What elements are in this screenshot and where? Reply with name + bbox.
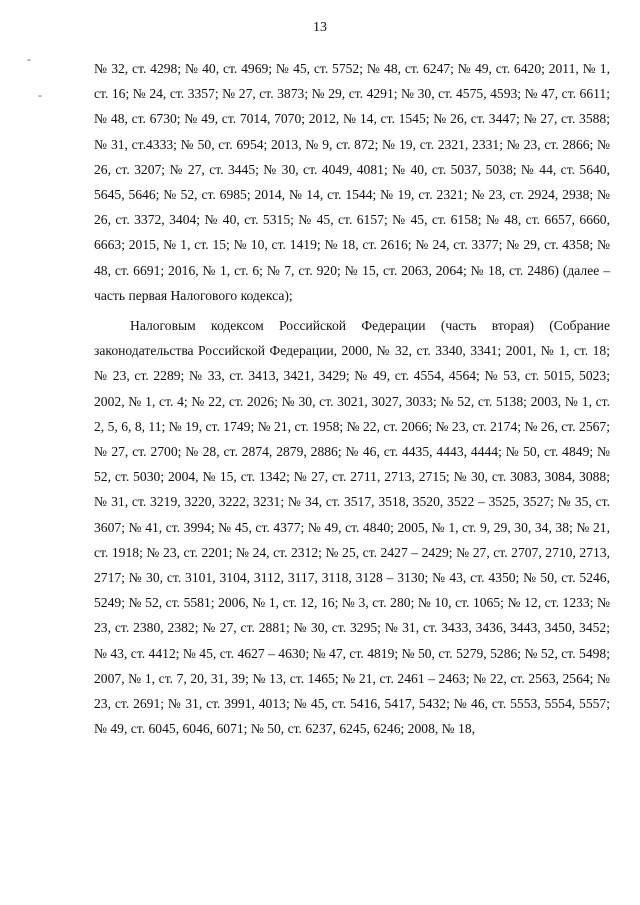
paragraph-tax-code-part-two: Налоговым кодексом Российской Федерации (часть вторая) (Собрание законодательства Российской Федерации, 2000, № 32, ст. 3340, 3341; 2001, № 1, ст. 18; № 23, ст. 2289; № 33, ст. 3413, 3421, 3429; № 49, ст. 4554, 4564; № 53, ст. 5015, 5023; 2002, № 1, ст. 4; № 22, ст. 2026; № 30, ст. 3021, 3027, 3033; № 52, ст. 5138; 2003, № 1, ст. 2, 5, 6, 8, 11; № 19, ст. 1749; № 21, ст. 1958; № 22, ст. 2066; № 23, ст. 2174; № 26, ст. 2567; № 27, ст. 2700; № 28, ст. 2874, 2879, 2886; № 46, ст. 4435, 4443, 4444; № 50, ст. 4849; № 52, ст. 5030; 2004, № 15, ст. 1342; № 27, ст. 2711, 2713, 2715; № 30, ст. 3083, 3084, 3088; № 31, ст. 3219, 3220, 3222, 3231; № 34, ст. 3517, 3518, 3520, 3522 – 3525, 3527; № 35, ст. 3607; № 41, ст. 3994; № 45, ст. 4377; № 49, ст. 4840; 2005, № 1, ст. 9, 29, 30, 34, 38; № 21, ст. 1918; № 23, ст. 2201; № 24, ст. 2312; № 25, ст. 2427 – 2429; № 27, ст. 2707, 2710, 2713, 2717; № 30, ст. 3101, 3104, 3112, 3117, 3118, 3128 – 3130; № 43, ст. 4350; № 50, ст. 5246, 5249; № 52, ст. 5581; 2006, № 1, ст. 12, 16; № 3, ст. 280; № 10, ст. 1065; № 12, ст. 1233; № 23, ст. 2380, 2382; № 27, ст. 2881; № 30, ст. 3295; № 31, ст. 3433, 3436, 3443, 3450, 3452; № 43, ст. 4412; № 45, ст. 4627 – 4630; № 47, ст. 4819; № 50, ст. 5279, 5286; № 52, ст. 5498; 2007, № 1, ст. 7, 20, 31, 39; № 13, ст. 1465; № 21, ст. 2461 – 2463; № 22, ст. 2563, 2564; № 23, ст. 2691; № 31, ст. 3991, 4013; № 45, ст. 5416, 5417, 5432; № 46, ст. 5553, 5554, 5557; № 49, ст. 6045, 6046, 6071; № 50, ст. 6237, 6245, 6246; 2008, № 18,: [94, 318, 610, 737]
document-body: [94, 56, 610, 741]
paragraph-continuation: № 32, ст. 4298; № 40, ст. 4969; № 45, ст. 5752; № 48, ст. 6247; № 49, ст. 6420; 2011, № 1, ст. 16; № 24, ст. 3357; № 27, ст. 3873; № 29, ст. 4291; № 30, ст. 4575, 4593; № 47, ст. 6611; № 48, ст. 6730; № 49, ст. 7014, 7070; 2012, № 14, ст. 1545; № 26, ст. 3447; № 27, ст. 3588; № 31, ст.4333; № 50, ст. 6954; 2013, № 9, ст. 872; № 19, ст. 2321, 2331; № 23, ст. 2866; № 26, ст. 3207; № 27, ст. 3445; № 30, ст. 4049, 4081; № 40, ст. 5037, 5038; № 44, ст. 5640, 5645, 5646; № 52, ст. 6985; 2014, № 14, ст. 1544; № 19, ст. 2321; № 23, ст. 2924, 2938; № 26, ст. 3372, 3404; № 40, ст. 5315; № 45, ст. 6157; № 45, ст. 6158; № 48, ст. 6657, 6660, 6663; 2015, № 1, ст. 15; № 10, ст. 1419; № 18, ст. 2616; № 24, ст. 3377; № 29, ст. 4358; № 48, ст. 6691; 2016, № 1, ст. 6; № 7, ст. 920; № 15, ст. 2063, 2064; № 18, ст. 2486) (далее – часть первая Налогового кодекса);: [94, 61, 610, 303]
margin-mark: -: [27, 52, 31, 66]
margin-mark: -: [38, 88, 42, 102]
page-number: 13: [313, 20, 327, 35]
